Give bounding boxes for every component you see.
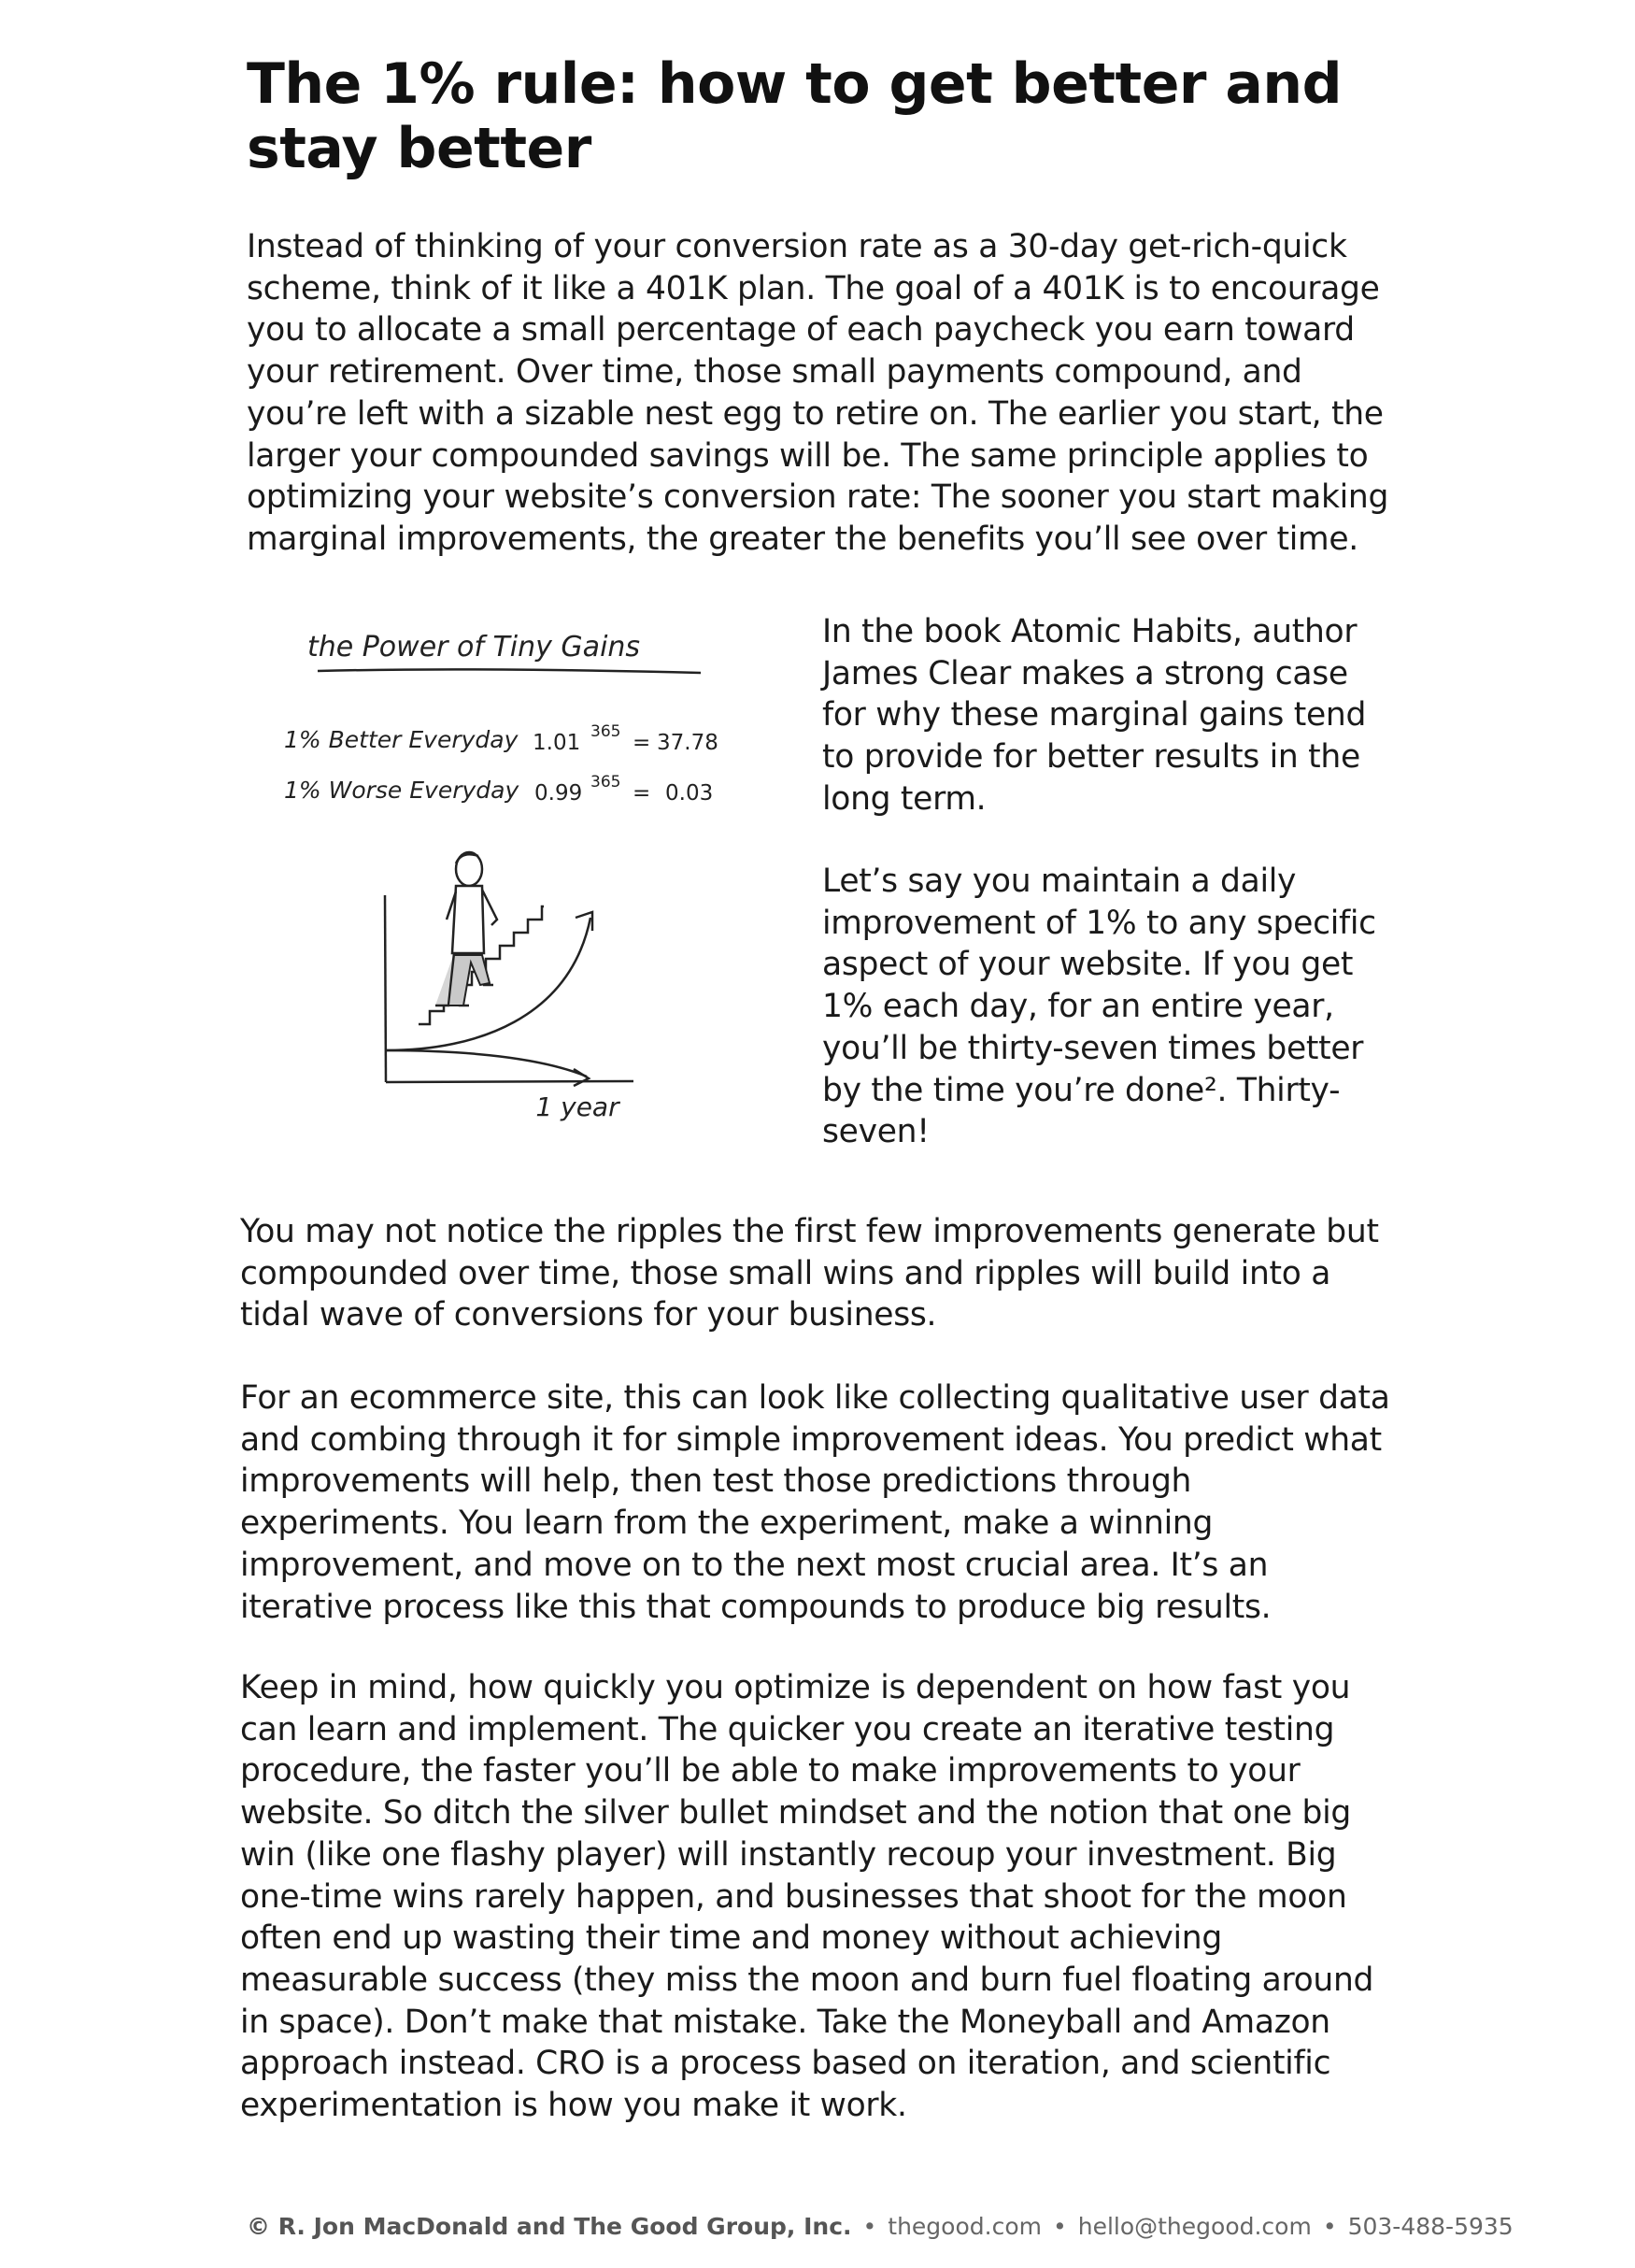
- footer-separator: •: [1052, 2213, 1067, 2240]
- footer-separator: •: [1322, 2213, 1337, 2240]
- better-exponent: 365: [590, 722, 621, 741]
- daily-improvement-paragraph: Let’s say you maintain a daily improvement of 1% to any specific aspect of your website. If you get 1% each day, for an entire year, you’ll be thirty-seven times better by the time you’re done². Thirty-seven!: [822, 863, 1376, 1151]
- worse-equals: =: [633, 781, 651, 806]
- footer-copyright: © R. Jon MacDonald and The Good Group, Inc.: [247, 2213, 852, 2240]
- page-title: The 1% rule: how to get better and stay better: [247, 51, 1343, 181]
- tiny-gains-illustration: [262, 598, 747, 1140]
- worse-result: 0.03: [665, 781, 714, 806]
- ripples-paragraph: You may not notice the ripples the first few improvements generate but compounded over time, those small wins and ripples will build into a tidal wave of conversions for your business.: [240, 1213, 1379, 1334]
- better-base: 1.01: [533, 731, 581, 755]
- worse-exponent: 365: [590, 773, 621, 792]
- footer-separator: •: [862, 2213, 877, 2240]
- atomic-habits-paragraph: In the book Atomic Habits, author James Clear makes a strong case for why these marginal gains tend to provide for better results in the long term.: [822, 613, 1367, 818]
- worse-base: 0.99: [534, 781, 583, 806]
- y-axis: [385, 895, 386, 1082]
- worse-label: 1% Worse Everyday: [284, 777, 519, 804]
- better-result: 37.78: [657, 731, 718, 755]
- footer-email-link[interactable]: hello@thegood.com: [1077, 2213, 1312, 2240]
- page-footer: [247, 2211, 1514, 2243]
- decline-curve: [386, 1050, 587, 1077]
- decline-arrowhead: [574, 1069, 589, 1086]
- intro-paragraph: Instead of thinking of your conversion rate as a 30-day get-rich-quick scheme, think of it like a 401K plan. The goal of a 401K is to encourage you to allocate a small percentage of each paycheck you earn toward your retirement. Over time, those small payments compound, and you’re left with a sizable nest egg to retire on. The earlier you start, the larger your compounded savings will be. The same principle applies to optimizing your website’s conversion rate: The sooner you start making marginal improvements, the greater the benefits you’ll see over time.: [247, 228, 1389, 558]
- better-equals: =: [633, 731, 651, 755]
- x-axis-label: 1 year: [535, 1091, 619, 1122]
- footer-website-link[interactable]: thegood.com: [888, 2213, 1042, 2240]
- x-axis: [386, 1081, 633, 1082]
- person-legs-shade: [448, 955, 490, 1006]
- footer-phone: 503-488-5935: [1347, 2213, 1514, 2240]
- title-underline: [318, 669, 701, 673]
- ecommerce-paragraph: For an ecommerce site, this can look like collecting qualitative user data and combing through it for simple improvement ideas. You predict what improvements will help, then test those predictions through experiments. You learn from the experiment, make a winning improvement, and move on to the next most crucial area. It’s an iterative process like this that compounds to produce big results.: [240, 1379, 1390, 1626]
- iteration-paragraph: Keep in mind, how quickly you optimize is dependent on how fast you can learn and implement. The quicker you create an iterative testing procedure, the faster you’ll be able to make improvements to your website. So ditch the silver bullet mindset and the notion that one big win (like one flashy player) will instantly recoup your investment. Big one-time wins rarely happen, and businesses that shoot for the moon often end up wasting their time and money without achieving measurable success (they miss the moon and burn fuel floating around in space). Don’t make that mistake. Take the Moneyball and Amazon approach instead. CRO is a process based on iteration, and scientific experimentation is how you make it work.: [240, 1669, 1374, 2125]
- better-label: 1% Better Everyday: [284, 726, 519, 753]
- illustration-title: the Power of Tiny Gains: [306, 631, 641, 663]
